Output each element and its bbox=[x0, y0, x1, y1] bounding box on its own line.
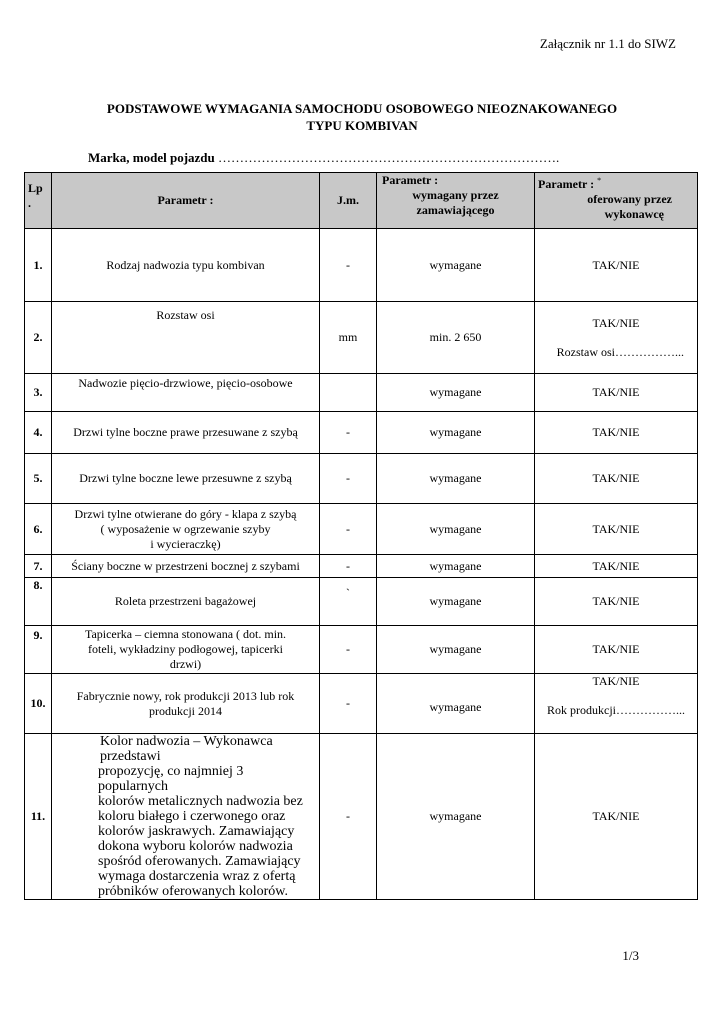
vehicle-model-dots: ……………………………………………………………………. bbox=[218, 150, 560, 165]
table-row: 6. Drzwi tylne otwierane do góry - klapa z szybą ( wyposażenie w ogrzewanie szyby i wycieraczkę) - wymagane TAK/NIE bbox=[25, 504, 698, 555]
requirements-table bbox=[24, 172, 698, 900]
table-row: 4. Drzwi tylne boczne prawe przesuwane z szybą - wymagane TAK/NIE bbox=[25, 412, 698, 454]
table-row: 2. Rozstaw osi mm min. 2 650 TAK/NIE Rozstaw osi……………... bbox=[25, 302, 698, 374]
table-header-row bbox=[25, 173, 698, 229]
header-unit: J.m. bbox=[320, 173, 377, 229]
table-row: 1. Rodzaj nadwozia typu kombivan - wymagane TAK/NIE bbox=[25, 229, 698, 302]
header-lp: Lp . bbox=[25, 173, 52, 229]
table-row: 11. Kolor nadwozia – Wykonawca przedstawi propozycję, co najmniej 3 popularnych kolorów metalicznych nadwozia bez koloru białego i czerwonego oraz kolorów jaskrawych. Zamawiający dokona wyboru kolorów nadwozia spośród oferowanych. Zamawiający wymaga dostarczenia wraz z ofertą próbników oferowanych kolorów. - wymagane TAK/NIE bbox=[25, 734, 698, 900]
table-row: 9. Tapicerka – ciemna stonowana ( dot. min. foteli, wykładziny podłogowej, tapicerki drzwi) - wymagane TAK/NIE bbox=[25, 626, 698, 674]
annex-label: Załącznik nr 1.1 do SIWZ bbox=[539, 36, 676, 51]
table-row: 3. Nadwozie pięcio-drzwiowe, pięcio-osobowe wymagane TAK/NIE bbox=[25, 374, 698, 412]
header-offered: Parametr : * oferowany przez wykonawcę bbox=[535, 173, 698, 229]
vehicle-model-label: Marka, model pojazdu bbox=[88, 150, 215, 165]
table-row: 7. Ściany boczne w przestrzeni bocznej z szybami - wymagane TAK/NIE bbox=[25, 555, 698, 578]
title-line-1: PODSTAWOWE WYMAGANIA SAMOCHODU OSOBOWEGO NIEOZNAKOWANEGO bbox=[106, 101, 618, 116]
header-parameter: Parametr : bbox=[52, 173, 320, 229]
document-title bbox=[0, 100, 724, 134]
table-row: 10. Fabrycznie nowy, rok produkcji 2013 lub rok produkcji 2014 - wymagane TAK/NIE Rok produkcji……………... bbox=[25, 674, 698, 734]
vehicle-model-field bbox=[88, 150, 559, 166]
table-row: 8. Roleta przestrzeni bagażowej ` wymagane TAK/NIE bbox=[25, 578, 698, 626]
title-line-2: TYPU KOMBIVAN bbox=[306, 118, 418, 133]
table-row: 5. Drzwi tylne boczne lewe przesuwne z szybą - wymagane TAK/NIE bbox=[25, 454, 698, 504]
page-number: 1/3 bbox=[622, 948, 639, 963]
header-required: Parametr : wymagany przez zamawiającego bbox=[377, 173, 535, 229]
